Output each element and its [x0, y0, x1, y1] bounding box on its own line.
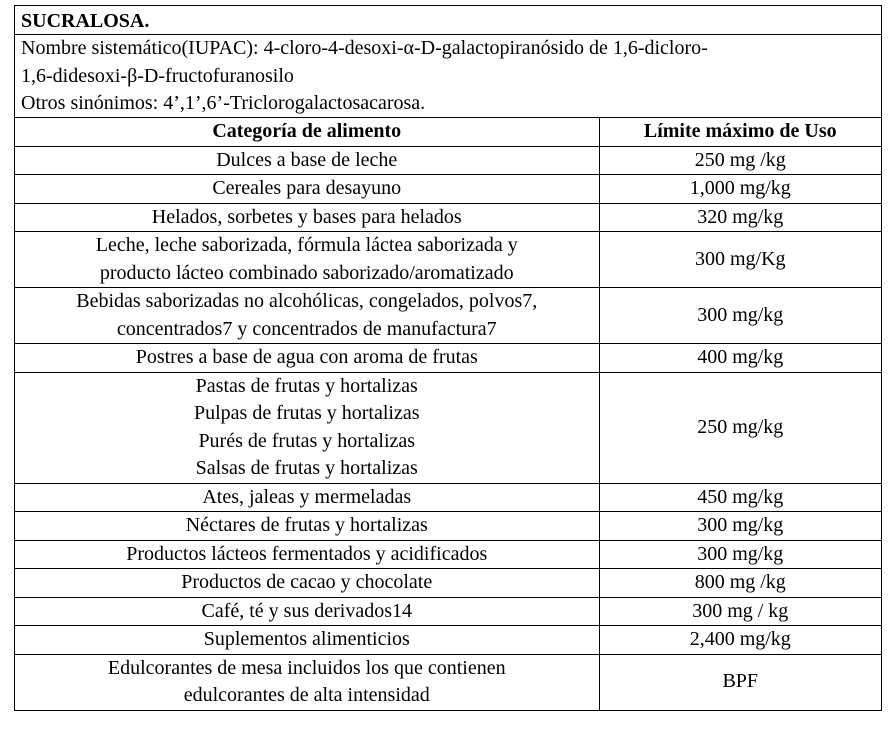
food-category-line: Purés de frutas y hortalizas: [198, 429, 416, 452]
max-limit-cell: 800 mg /kg: [599, 569, 881, 598]
table-body: [15, 146, 881, 710]
table-row: [15, 483, 881, 512]
food-category-line: Postres a base de agua con aroma de frutas: [135, 346, 478, 368]
column-header-limit: Límite máximo de Uso: [599, 118, 881, 146]
food-category-line: Suplementos alimenticios: [203, 628, 410, 650]
max-limit-cell: 300 mg/Kg: [599, 232, 881, 288]
food-category-line: Productos de cacao y chocolate: [181, 571, 433, 593]
food-category-cell: [15, 626, 599, 655]
food-category-line: edulcorantes de alta intensidad: [183, 684, 430, 706]
table-row: [15, 146, 881, 175]
column-header-category: Categoría de alimento: [15, 118, 599, 146]
sucralose-spec-document: [14, 5, 882, 711]
food-category-line: Pastas de frutas y hortalizas: [195, 374, 418, 397]
max-limit-cell: 300 mg/kg: [599, 540, 881, 569]
table-row: [15, 344, 881, 373]
max-limit-cell: BPF: [599, 654, 881, 710]
table-header-row: [15, 118, 881, 146]
max-limit-cell: 2,400 mg/kg: [599, 626, 881, 655]
food-category-line: Cereales para desayuno: [212, 177, 402, 199]
food-category-line: Leche, leche saborizada, fórmula láctea saborizada y: [95, 234, 518, 256]
food-category-cell: [15, 175, 599, 204]
document-title: SUCRALOSA.: [15, 6, 881, 35]
food-category-line: concentrados7 y concentrados de manufactura7: [116, 317, 497, 340]
food-category-cell: [15, 569, 599, 598]
food-category-cell: [15, 203, 599, 232]
table-row: [15, 288, 881, 344]
max-limit-cell: 320 mg/kg: [599, 203, 881, 232]
table-row: [15, 232, 881, 288]
food-category-line: Pulpas de frutas y hortalizas: [194, 402, 420, 424]
table-row: [15, 569, 881, 598]
food-category-line: producto lácteo combinado saborizado/aromatizado: [99, 261, 514, 284]
max-limit-cell: 300 mg/kg: [599, 288, 881, 344]
usage-limits-table: [15, 118, 881, 710]
food-category-line: Néctares de frutas y hortalizas: [185, 514, 428, 536]
food-category-line: Productos lácteos fermentados y acidificados: [126, 542, 488, 565]
food-category-cell: [15, 654, 599, 710]
food-category-line: Edulcorantes de mesa incluidos los que contienen: [107, 656, 506, 679]
max-limit-cell: 450 mg/kg: [599, 483, 881, 512]
max-limit-cell: 400 mg/kg: [599, 344, 881, 373]
table-row: [15, 626, 881, 655]
max-limit-cell: 300 mg/kg: [599, 512, 881, 541]
max-limit-cell: 300 mg / kg: [599, 597, 881, 626]
food-category-line: Salsas de frutas y hortalizas: [195, 457, 418, 479]
food-category-line: Ates, jaleas y mermeladas: [202, 485, 412, 508]
max-limit-cell: 250 mg /kg: [599, 146, 881, 175]
food-category-cell: [15, 483, 599, 512]
synonyms: Otros sinónimos: 4’,1’,6’-Triclorogalactosacarosa.: [21, 92, 426, 114]
food-category-cell: [15, 597, 599, 626]
systematic-name: Nombre sistemático(IUPAC): 4-cloro-4-desoxi-α-D-galactopiranósido de 1,6-dicloro-: [21, 37, 708, 59]
systematic-name-continuation: 1,6-didesoxi-β-D-fructofuranosilo: [21, 64, 294, 87]
table-row: [15, 372, 881, 483]
table-row: [15, 175, 881, 204]
food-category-cell: [15, 146, 599, 175]
food-category-line: Dulces a base de leche: [216, 148, 398, 171]
food-category-cell: [15, 372, 599, 483]
food-category-cell: [15, 344, 599, 373]
food-category-cell: [15, 540, 599, 569]
substance-info: [15, 35, 881, 118]
table-row: [15, 654, 881, 710]
food-category-cell: [15, 512, 599, 541]
table-row: [15, 540, 881, 569]
food-category-line: Bebidas saborizadas no alcohólicas, congelados, polvos7,: [76, 290, 538, 312]
table-row: [15, 512, 881, 541]
table-row: [15, 597, 881, 626]
food-category-cell: [15, 232, 599, 288]
food-category-line: Helados, sorbetes y bases para helados: [151, 205, 462, 228]
max-limit-cell: 250 mg/kg: [599, 372, 881, 483]
table-row: [15, 203, 881, 232]
food-category-line: Café, té y sus derivados14: [201, 599, 412, 622]
max-limit-cell: 1,000 mg/kg: [599, 175, 881, 204]
food-category-cell: [15, 288, 599, 344]
